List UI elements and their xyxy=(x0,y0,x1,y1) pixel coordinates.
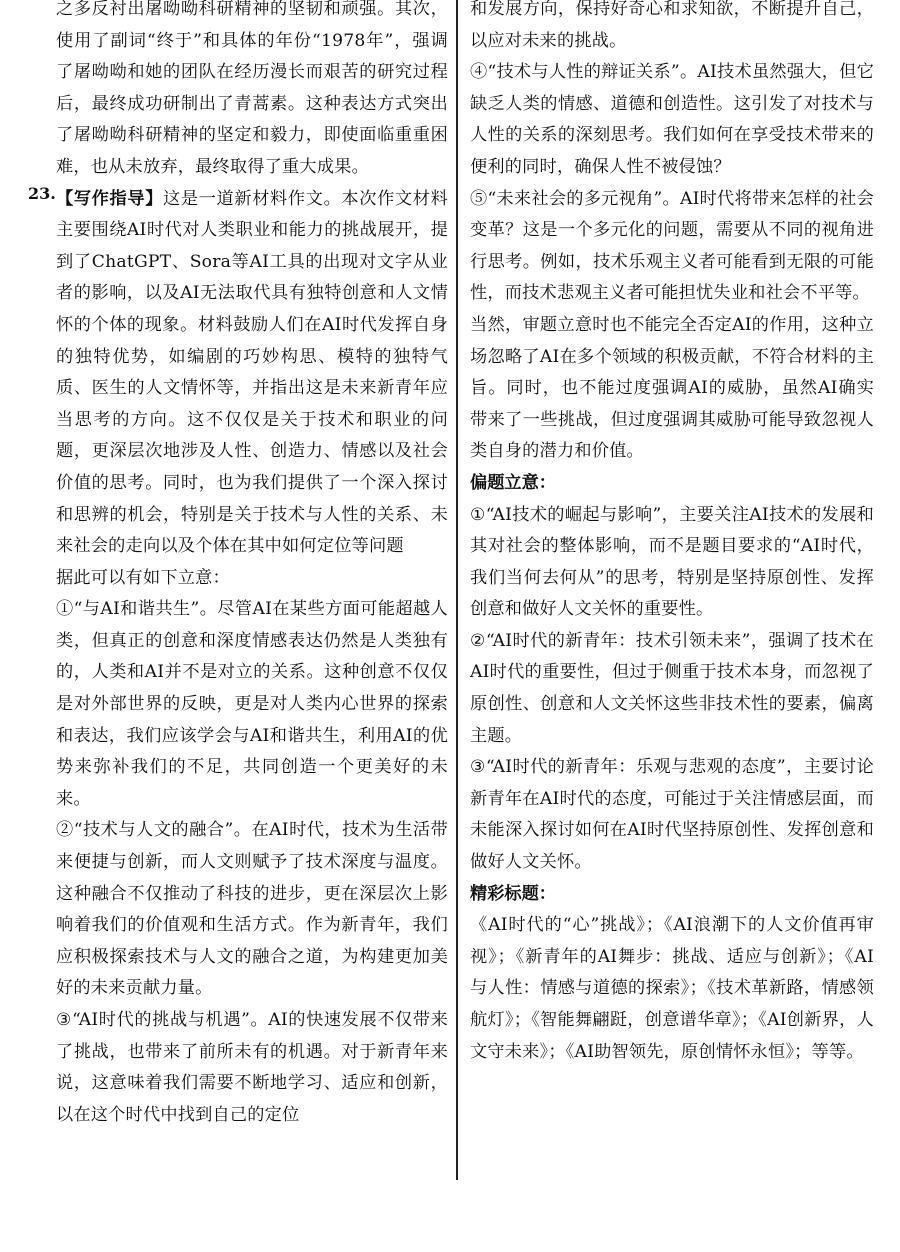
off-topic-heading: 偏题立意： xyxy=(470,472,556,493)
intent-4: ④“技术与人性的辩证关系”。AI技术虽然强大，但它缺乏人类的情感、道德和创造性。这引发了对技术与人性的关系的深刻思考。我们如何在享受技术带来的便利的同时，确保人性不被侵蚀？ xyxy=(470,62,874,177)
titles-list: 《AI时代的“心”挑战》；《AI浪潮下的人文价值再审视》；《新青年的AI舞步：挑战、适应与创新》；《AI与人性：情感与道德的探索》；《技术革新路，情感领航灯》；《智能舞翩跹，创意谱华章》；《AI创新界，人文守未来》；《AI助智领先，原创情怀永恒》；等等。 xyxy=(470,915,874,1062)
intent-2: ②“技术与人文的融合”。在AI时代，技术为生活带来便捷与创新，而人文则赋予了技术深度与温度。这种融合不仅推动了科技的进步，更在深层次上影响着我们的价值观和生活方式。作为新青年，我们应积极探索技术与人文的融合之道，为构建更加美好的未来贡献力量。 xyxy=(56,820,448,999)
off-topic-3: ③“AI时代的新青年：乐观与悲观的态度”，主要讨论新青年在AI时代的态度，可能过于关注情感层面，而未能深入探讨如何在AI时代坚持原创性、发挥创意和做好人文关怀。 xyxy=(470,757,874,873)
question-23-guidance xyxy=(56,184,448,563)
intent-5: ⑤“未来社会的多元视角”。AI时代将带来怎样的社会变革？这是一个多元化的问题，需要从不同的视角进行思考。例如，技术乐观主义者可能看到无限的可能性，而技术悲观主义者可能担忧失业和社会不平等。 xyxy=(470,188,874,304)
intro-continuation: 之多反衬出屠呦呦科研精神的坚韧和顽强。其次，使用了副词“终于”和具体的年份“1978年”，强调了屠呦呦和她的团队在经历漫长而艰苦的研究过程后，最终成功研制出了青蒿素。这种表达方式突出了屠呦呦科研精神的坚定和毅力，即使面临重重困难，也从未放弃，最终取得了重大成果。 xyxy=(56,0,448,177)
intent-1: ①“与AI和谐共生”。尽管AI在某些方面可能超越人类，但真正的创意和深度情感表达仍然是人类独有的，人类和AI并不是对立的关系。这种创意不仅仅是对外部世界的反映，更是对人类内心世界的探索和表达，我们应该学会与AI和谐共生，利用AI的优势来弥补我们的不足，共同创造一个更美好的未来。 xyxy=(56,599,448,809)
lead-sentence: 据此可以有如下立意： xyxy=(56,567,230,588)
intent-3-continuation: 和发展方向，保持好奇心和求知欲，不断提升自己，以应对未来的挑战。 xyxy=(470,0,874,51)
guidance-tag: 【写作指导】 xyxy=(56,188,164,209)
column-divider xyxy=(456,0,458,1180)
intent-3: ③“AI时代的挑战与机遇”。AI的快速发展不仅带来了挑战，也带来了前所未有的机遇。对于新青年来说，这意味着我们需要不断地学习、适应和创新，以在这个时代中找到自己的定位 xyxy=(56,1010,448,1125)
caution-paragraph: 当然，审题立意时也不能完全否定AI的作用，这种立场忽略了AI在多个领域的积极贡献，不符合材料的主旨。同时，也不能过度强调AI的威胁，虽然AI确实带来了一些挑战，但过度强调其威胁可能导致忽视人类自身的潜力和价值。 xyxy=(470,314,874,462)
off-topic-1: ①“AI技术的崛起与影响”，主要关注AI技术的发展和其对社会的整体影响，而不是题目要求的“AI时代，我们当何去何从”的思考，特别是坚持原创性、发挥创意和做好人文关怀的重要性。 xyxy=(470,504,874,620)
left-column xyxy=(28,0,448,1131)
off-topic-2: ②“AI时代的新青年：技术引领未来”，强调了技术在AI时代的重要性，但过于侧重于技术本身，而忽视了原创性、创意和人文关怀这些非技术性的要素，偏离主题。 xyxy=(470,630,874,746)
guidance-text: 这是一道新材料作文。本次作文材料主要围绕AI时代对人类职业和能力的挑战展开，提到了ChatGPT、Sora等AI工具的出现对文字从业者的影响，以及AI无法取代具有独特创意和人文情怀的个体的现象。材料鼓励人们在AI时代发挥自身的独特优势，如编剧的巧妙构思、模特的独特气质、医生的人文情怀等，并指出这是未来新青年应当思考的方向。这不仅仅是关于技术和职业的问题，更深层次地涉及人性、创造力、情感以及社会价值的思考。同时，也为我们提供了一个深入探讨和思辨的机会，特别是关于技术与人性的关系、未来社会的走向以及个体在其中如何定位等问题 xyxy=(56,188,448,557)
titles-heading: 精彩标题： xyxy=(470,883,556,904)
right-column xyxy=(470,0,874,1068)
question-23 xyxy=(28,184,448,563)
question-number: 23. xyxy=(28,183,56,203)
